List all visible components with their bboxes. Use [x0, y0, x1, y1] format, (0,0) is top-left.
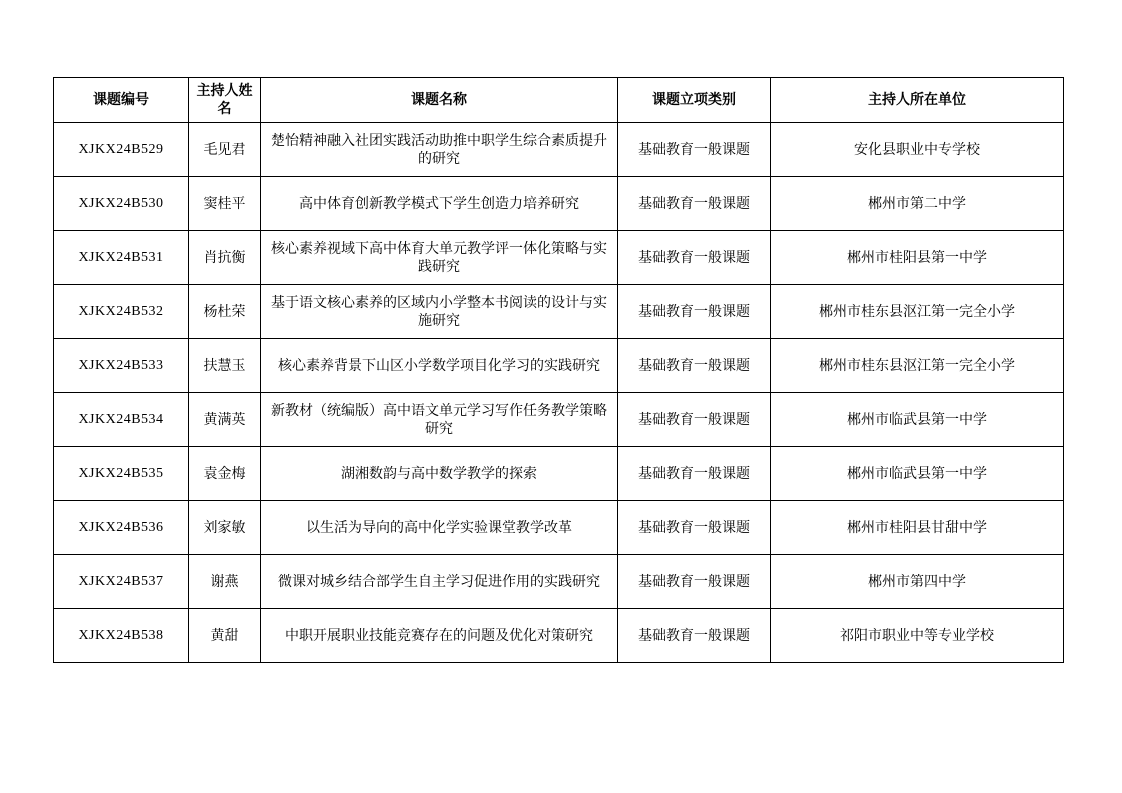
- cell-category: 基础教育一般课题: [618, 177, 771, 231]
- cell-unit: 郴州市桂阳县第一中学: [771, 231, 1064, 285]
- cell-unit: 郴州市桂阳县甘甜中学: [771, 501, 1064, 555]
- cell-code: XJKX24B533: [54, 339, 189, 393]
- cell-host: 毛见君: [189, 123, 261, 177]
- cell-unit: 安化县职业中专学校: [771, 123, 1064, 177]
- cell-code: XJKX24B537: [54, 555, 189, 609]
- cell-title: 微课对城乡结合部学生自主学习促进作用的实践研究: [261, 555, 618, 609]
- cell-category: 基础教育一般课题: [618, 501, 771, 555]
- cell-unit: 郴州市第二中学: [771, 177, 1064, 231]
- cell-title: 高中体育创新教学模式下学生创造力培养研究: [261, 177, 618, 231]
- cell-title: 核心素养背景下山区小学数学项目化学习的实践研究: [261, 339, 618, 393]
- table-row: [54, 501, 1064, 555]
- table-header-row: [54, 78, 1064, 123]
- table-row: [54, 555, 1064, 609]
- header-category: 课题立项类别: [618, 78, 771, 123]
- cell-category: 基础教育一般课题: [618, 447, 771, 501]
- cell-title: 核心素养视域下高中体育大单元教学评一体化策略与实践研究: [261, 231, 618, 285]
- cell-host: 谢燕: [189, 555, 261, 609]
- cell-title: 楚怡精神融入社团实践活动助推中职学生综合素质提升的研究: [261, 123, 618, 177]
- cell-category: 基础教育一般课题: [618, 393, 771, 447]
- cell-host: 窦桂平: [189, 177, 261, 231]
- cell-code: XJKX24B532: [54, 285, 189, 339]
- table-row: [54, 447, 1064, 501]
- cell-category: 基础教育一般课题: [618, 123, 771, 177]
- cell-title: 新教材（统编版）高中语文单元学习写作任务教学策略研究: [261, 393, 618, 447]
- table-row: [54, 393, 1064, 447]
- cell-category: 基础教育一般课题: [618, 609, 771, 663]
- cell-title: 基于语文核心素养的区域内小学整本书阅读的设计与实施研究: [261, 285, 618, 339]
- cell-host: 黄满英: [189, 393, 261, 447]
- header-title: 课题名称: [261, 78, 618, 123]
- cell-code: XJKX24B536: [54, 501, 189, 555]
- project-list-sheet: [53, 77, 1063, 663]
- cell-title: 以生活为导向的高中化学实验课堂教学改革: [261, 501, 618, 555]
- cell-unit: 郴州市桂东县沤江第一完全小学: [771, 339, 1064, 393]
- header-host: 主持人姓名: [189, 78, 261, 123]
- cell-code: XJKX24B534: [54, 393, 189, 447]
- project-table: [53, 77, 1064, 663]
- cell-host: 刘家敏: [189, 501, 261, 555]
- cell-host: 扶慧玉: [189, 339, 261, 393]
- table-row: [54, 609, 1064, 663]
- cell-title: 中职开展职业技能竞赛存在的问题及优化对策研究: [261, 609, 618, 663]
- table-row: [54, 177, 1064, 231]
- cell-category: 基础教育一般课题: [618, 285, 771, 339]
- cell-unit: 郴州市桂东县沤江第一完全小学: [771, 285, 1064, 339]
- cell-code: XJKX24B538: [54, 609, 189, 663]
- cell-code: XJKX24B529: [54, 123, 189, 177]
- cell-code: XJKX24B535: [54, 447, 189, 501]
- cell-unit: 郴州市临武县第一中学: [771, 447, 1064, 501]
- cell-unit: 祁阳市职业中等专业学校: [771, 609, 1064, 663]
- table-row: [54, 123, 1064, 177]
- cell-category: 基础教育一般课题: [618, 339, 771, 393]
- cell-host: 肖抗衡: [189, 231, 261, 285]
- header-code: 课题编号: [54, 78, 189, 123]
- cell-host: 杨杜荣: [189, 285, 261, 339]
- table-row: [54, 339, 1064, 393]
- cell-unit: 郴州市临武县第一中学: [771, 393, 1064, 447]
- cell-title: 湖湘数韵与高中数学教学的探索: [261, 447, 618, 501]
- table-row: [54, 285, 1064, 339]
- cell-code: XJKX24B531: [54, 231, 189, 285]
- cell-code: XJKX24B530: [54, 177, 189, 231]
- cell-category: 基础教育一般课题: [618, 555, 771, 609]
- cell-host: 黄甜: [189, 609, 261, 663]
- cell-unit: 郴州市第四中学: [771, 555, 1064, 609]
- cell-host: 袁金梅: [189, 447, 261, 501]
- cell-category: 基础教育一般课题: [618, 231, 771, 285]
- table-row: [54, 231, 1064, 285]
- header-unit: 主持人所在单位: [771, 78, 1064, 123]
